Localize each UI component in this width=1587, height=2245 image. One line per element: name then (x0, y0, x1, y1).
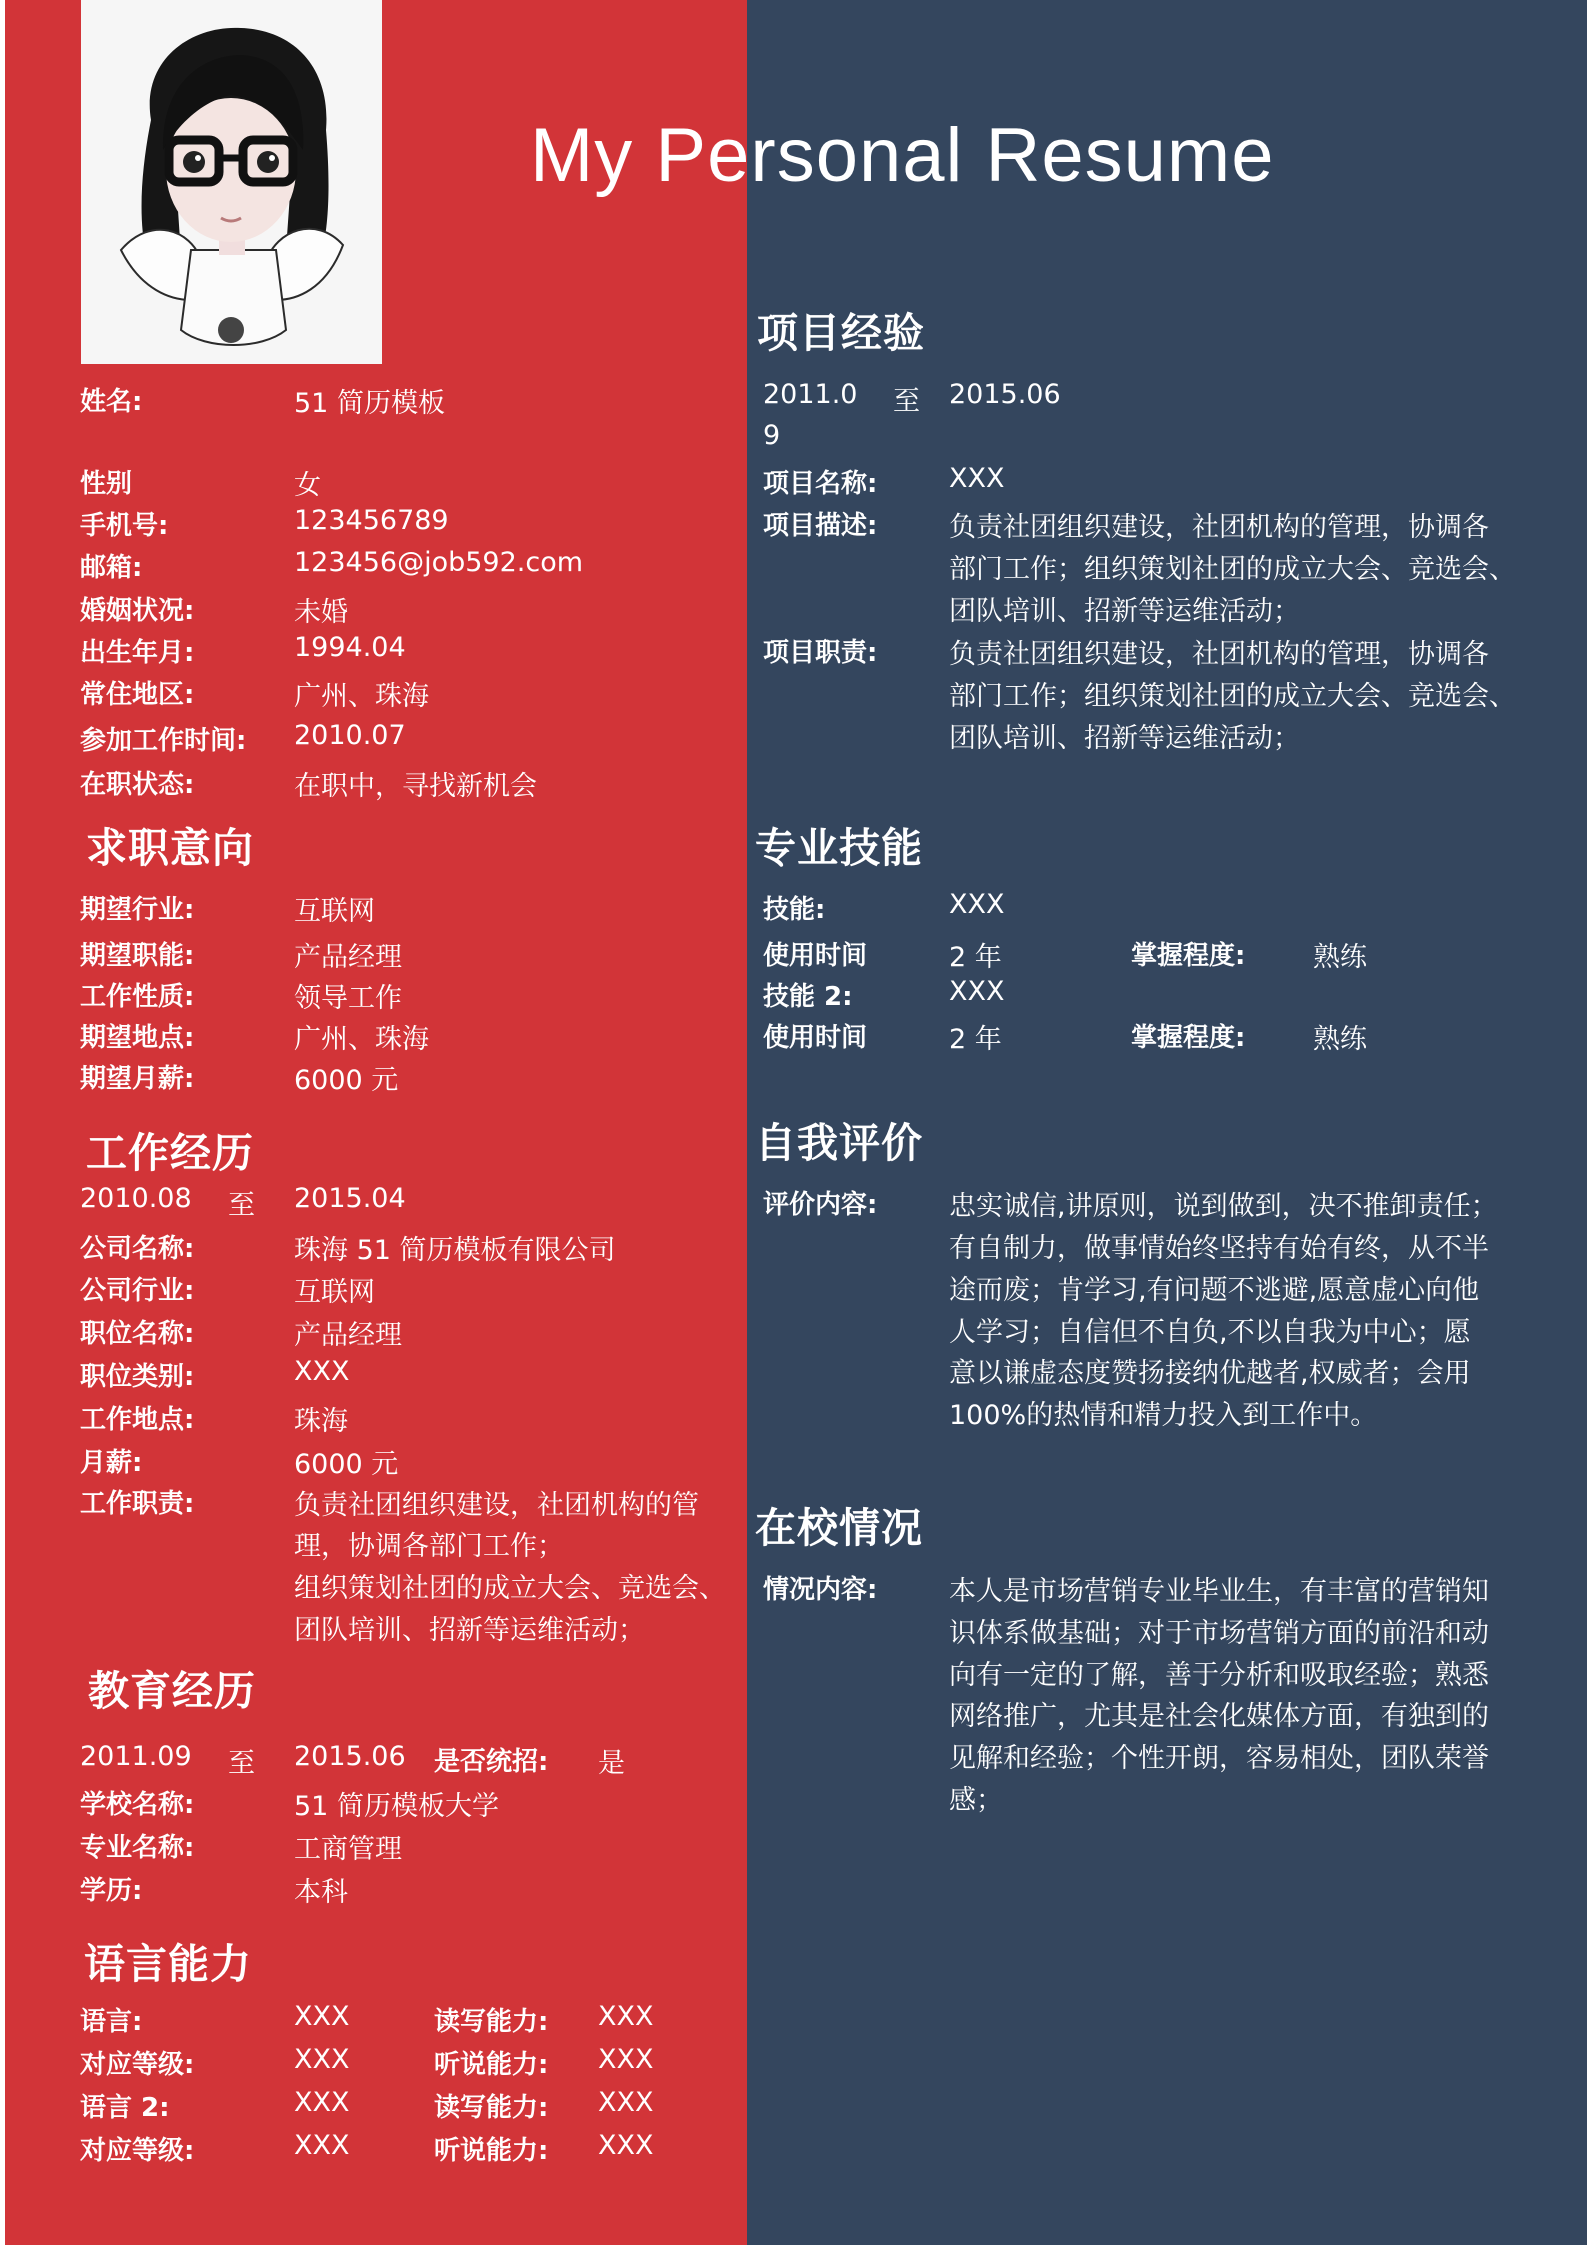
self-eval-line: 忠实诚信,讲原则，说到做到，决不推卸责任； (949, 1191, 1498, 1222)
skill1-value: XXX (949, 889, 1005, 920)
project-duty-line: 团队培训、招新等运维活动； (949, 723, 1300, 754)
school-line: 识体系做基础；对于市场营销方面的前沿和动 (949, 1618, 1489, 1649)
skill1-level-label: 掌握程度: (1131, 941, 1246, 971)
work-duty-label: 工作职责: (80, 1489, 195, 1519)
page-title: My Personal Resume (530, 113, 1275, 198)
edu-unified-label: 是否统招: (434, 1747, 549, 1777)
work-company-value: 珠海 51 简历模板有限公司 (294, 1235, 616, 1266)
section-title-self-eval: 自我评价 (755, 1119, 923, 1167)
skill2-label: 技能 2: (763, 982, 853, 1012)
project-name-label: 项目名称: (763, 469, 878, 499)
project-desc-line: 团队培训、招新等运维活动； (949, 596, 1300, 627)
work-duty-line: 组织策划社团的成立大会、竞选会、 (294, 1573, 726, 1604)
edu-end-date: 2015.06 (294, 1741, 406, 1772)
status-label: 在职状态: (80, 770, 195, 800)
work-start-date: 2010.08 (80, 1183, 192, 1214)
work-to-label: 至 (228, 1190, 255, 1221)
section-title-education: 教育经历 (88, 1667, 256, 1715)
email-label: 邮箱: (80, 553, 143, 583)
lang-ability-label: 读写能力: (434, 2007, 549, 2037)
work-position-label: 职位名称: (80, 1319, 195, 1349)
edu-school-value: 51 简历模板大学 (294, 1791, 499, 1822)
self-eval-line: 有自制力，做事情始终坚持有始有终，从不半 (949, 1233, 1489, 1264)
work-company-label: 公司名称: (80, 1234, 195, 1264)
section-title-intention: 求职意向 (86, 824, 254, 872)
status-value: 在职中，寻找新机会 (294, 771, 537, 802)
skill2-level-value: 熟练 (1313, 1024, 1367, 1055)
lang-ability-label: 听说能力: (434, 2050, 549, 2080)
name-value: 51 简历模板 (294, 388, 445, 419)
section-title-project: 项目经验 (757, 309, 925, 357)
work-duty-line: 负责社团组织建设，社团机构的管 (294, 1490, 699, 1521)
school-line: 感； (949, 1785, 1003, 1816)
school-line: 向有一定的了解，善于分析和吸取经验；熟悉 (949, 1660, 1489, 1691)
lang-row-label: 语言: (80, 2007, 143, 2037)
work-location-label: 工作地点: (80, 1405, 195, 1435)
edu-school-label: 学校名称: (80, 1790, 195, 1820)
skill1-time-value: 2 年 (949, 942, 1002, 973)
residence-value: 广州、珠海 (294, 681, 429, 712)
gender-value: 女 (294, 470, 321, 501)
work-category-label: 职位类别: (80, 1362, 195, 1392)
edu-degree-label: 学历: (80, 1876, 143, 1906)
lang-row-value: XXX (294, 2087, 350, 2118)
skill2-time-label: 使用时间 (763, 1023, 868, 1053)
project-to-label: 至 (893, 386, 920, 417)
phone-value: 123456789 (294, 505, 449, 536)
lang-ability-label: 听说能力: (434, 2136, 549, 2166)
birth-label: 出生年月: (80, 638, 195, 668)
skill1-time-label: 使用时间 (763, 941, 868, 971)
profile-photo (81, 0, 382, 364)
birth-value: 1994.04 (294, 632, 406, 663)
skill1-level-value: 熟练 (1313, 942, 1367, 973)
edu-degree-value: 本科 (294, 1877, 348, 1908)
self-eval-line: 途而废；肯学习,有问题不逃避,愿意虚心向他 (949, 1275, 1480, 1306)
project-desc-label: 项目描述: (763, 511, 878, 541)
intention-nature-value: 领导工作 (294, 983, 402, 1014)
section-title-work: 工作经历 (86, 1129, 254, 1177)
intention-location-label: 期望地点: (80, 1023, 195, 1053)
edu-major-label: 专业名称: (80, 1833, 195, 1863)
intention-salary-value: 6000 元 (294, 1065, 399, 1096)
project-end-date: 2015.06 (949, 379, 1061, 410)
self-eval-line: 意以谦虚态度赞扬接纳优越者,权威者；会用 (949, 1358, 1471, 1389)
project-name-value: XXX (949, 463, 1005, 494)
name-label: 姓名: (80, 387, 143, 417)
intention-salary-label: 期望月薪: (80, 1064, 195, 1094)
section-title-skills: 专业技能 (755, 824, 923, 872)
work-end-date: 2015.04 (294, 1183, 406, 1214)
intention-industry-value: 互联网 (294, 896, 375, 927)
project-start-date: 2011.0 (763, 379, 858, 410)
skill2-time-value: 2 年 (949, 1024, 1002, 1055)
phone-label: 手机号: (80, 511, 169, 541)
lang-ability-value: XXX (598, 2130, 654, 2161)
skill2-level-label: 掌握程度: (1131, 1023, 1246, 1053)
work-start-label: 参加工作时间: (80, 726, 247, 756)
project-desc-line: 负责社团组织建设，社团机构的管理，协调各 (949, 512, 1489, 543)
project-duty-label: 项目职责: (763, 638, 878, 668)
lang-row-value: XXX (294, 2001, 350, 2032)
edu-start-date: 2011.09 (80, 1741, 192, 1772)
lang-ability-label: 读写能力: (434, 2093, 549, 2123)
avatar-icon (81, 0, 382, 364)
lang-ability-value: XXX (598, 2044, 654, 2075)
lang-ability-value: XXX (598, 2001, 654, 2032)
school-label: 情况内容: (763, 1575, 878, 1605)
work-position-value: 产品经理 (294, 1320, 402, 1351)
work-industry-label: 公司行业: (80, 1276, 195, 1306)
gender-label: 性别 (80, 469, 133, 499)
lang-row-label: 对应等级: (80, 2050, 195, 2080)
self-eval-line: 人学习；自信但不自负,不以自我为中心；愿 (949, 1317, 1471, 1348)
lang-row-value: XXX (294, 2044, 350, 2075)
project-duty-line: 负责社团组织建设，社团机构的管理，协调各 (949, 639, 1489, 670)
work-salary-label: 月薪: (80, 1448, 143, 1478)
section-title-school: 在校情况 (755, 1504, 923, 1552)
work-location-value: 珠海 (294, 1406, 348, 1437)
school-line: 网络推广，尤其是社会化媒体方面，有独到的 (949, 1701, 1489, 1732)
school-line: 见解和经验；个性开朗，容易相处，团队荣誉 (949, 1743, 1489, 1774)
skill2-value: XXX (949, 976, 1005, 1007)
marital-label: 婚姻状况: (80, 596, 195, 626)
project-desc-line: 部门工作；组织策划社团的成立大会、竞选会、 (949, 554, 1516, 585)
project-start-date-wrap: 9 (763, 420, 781, 451)
edu-to-label: 至 (228, 1748, 255, 1779)
lang-row-label: 语言 2: (80, 2093, 170, 2123)
intention-location-value: 广州、珠海 (294, 1024, 429, 1055)
intention-function-value: 产品经理 (294, 942, 402, 973)
work-salary-value: 6000 元 (294, 1449, 399, 1480)
skill1-label: 技能: (763, 895, 826, 925)
intention-industry-label: 期望行业: (80, 895, 195, 925)
self-eval-line: 100%的热情和精力投入到工作中。 (949, 1400, 1378, 1431)
work-duty-line: 团队培训、招新等运维活动； (294, 1615, 645, 1646)
self-eval-label: 评价内容: (763, 1190, 878, 1220)
marital-value: 未婚 (294, 597, 348, 628)
edu-major-value: 工商管理 (294, 1834, 402, 1865)
project-duty-line: 部门工作；组织策划社团的成立大会、竞选会、 (949, 681, 1516, 712)
lang-row-label: 对应等级: (80, 2136, 195, 2166)
work-start-value: 2010.07 (294, 720, 406, 751)
edu-unified-value: 是 (598, 1748, 625, 1779)
intention-nature-label: 工作性质: (80, 982, 195, 1012)
section-title-language: 语言能力 (84, 1940, 252, 1988)
work-category-value: XXX (294, 1356, 350, 1387)
lang-ability-value: XXX (598, 2087, 654, 2118)
intention-function-label: 期望职能: (80, 941, 195, 971)
email-value: 123456@job592.com (294, 547, 584, 578)
school-line: 本人是市场营销专业毕业生，有丰富的营销知 (949, 1576, 1489, 1607)
work-duty-line: 理，协调各部门工作； (294, 1531, 564, 1562)
lang-row-value: XXX (294, 2130, 350, 2161)
residence-label: 常住地区: (80, 680, 195, 710)
work-industry-value: 互联网 (294, 1277, 375, 1308)
